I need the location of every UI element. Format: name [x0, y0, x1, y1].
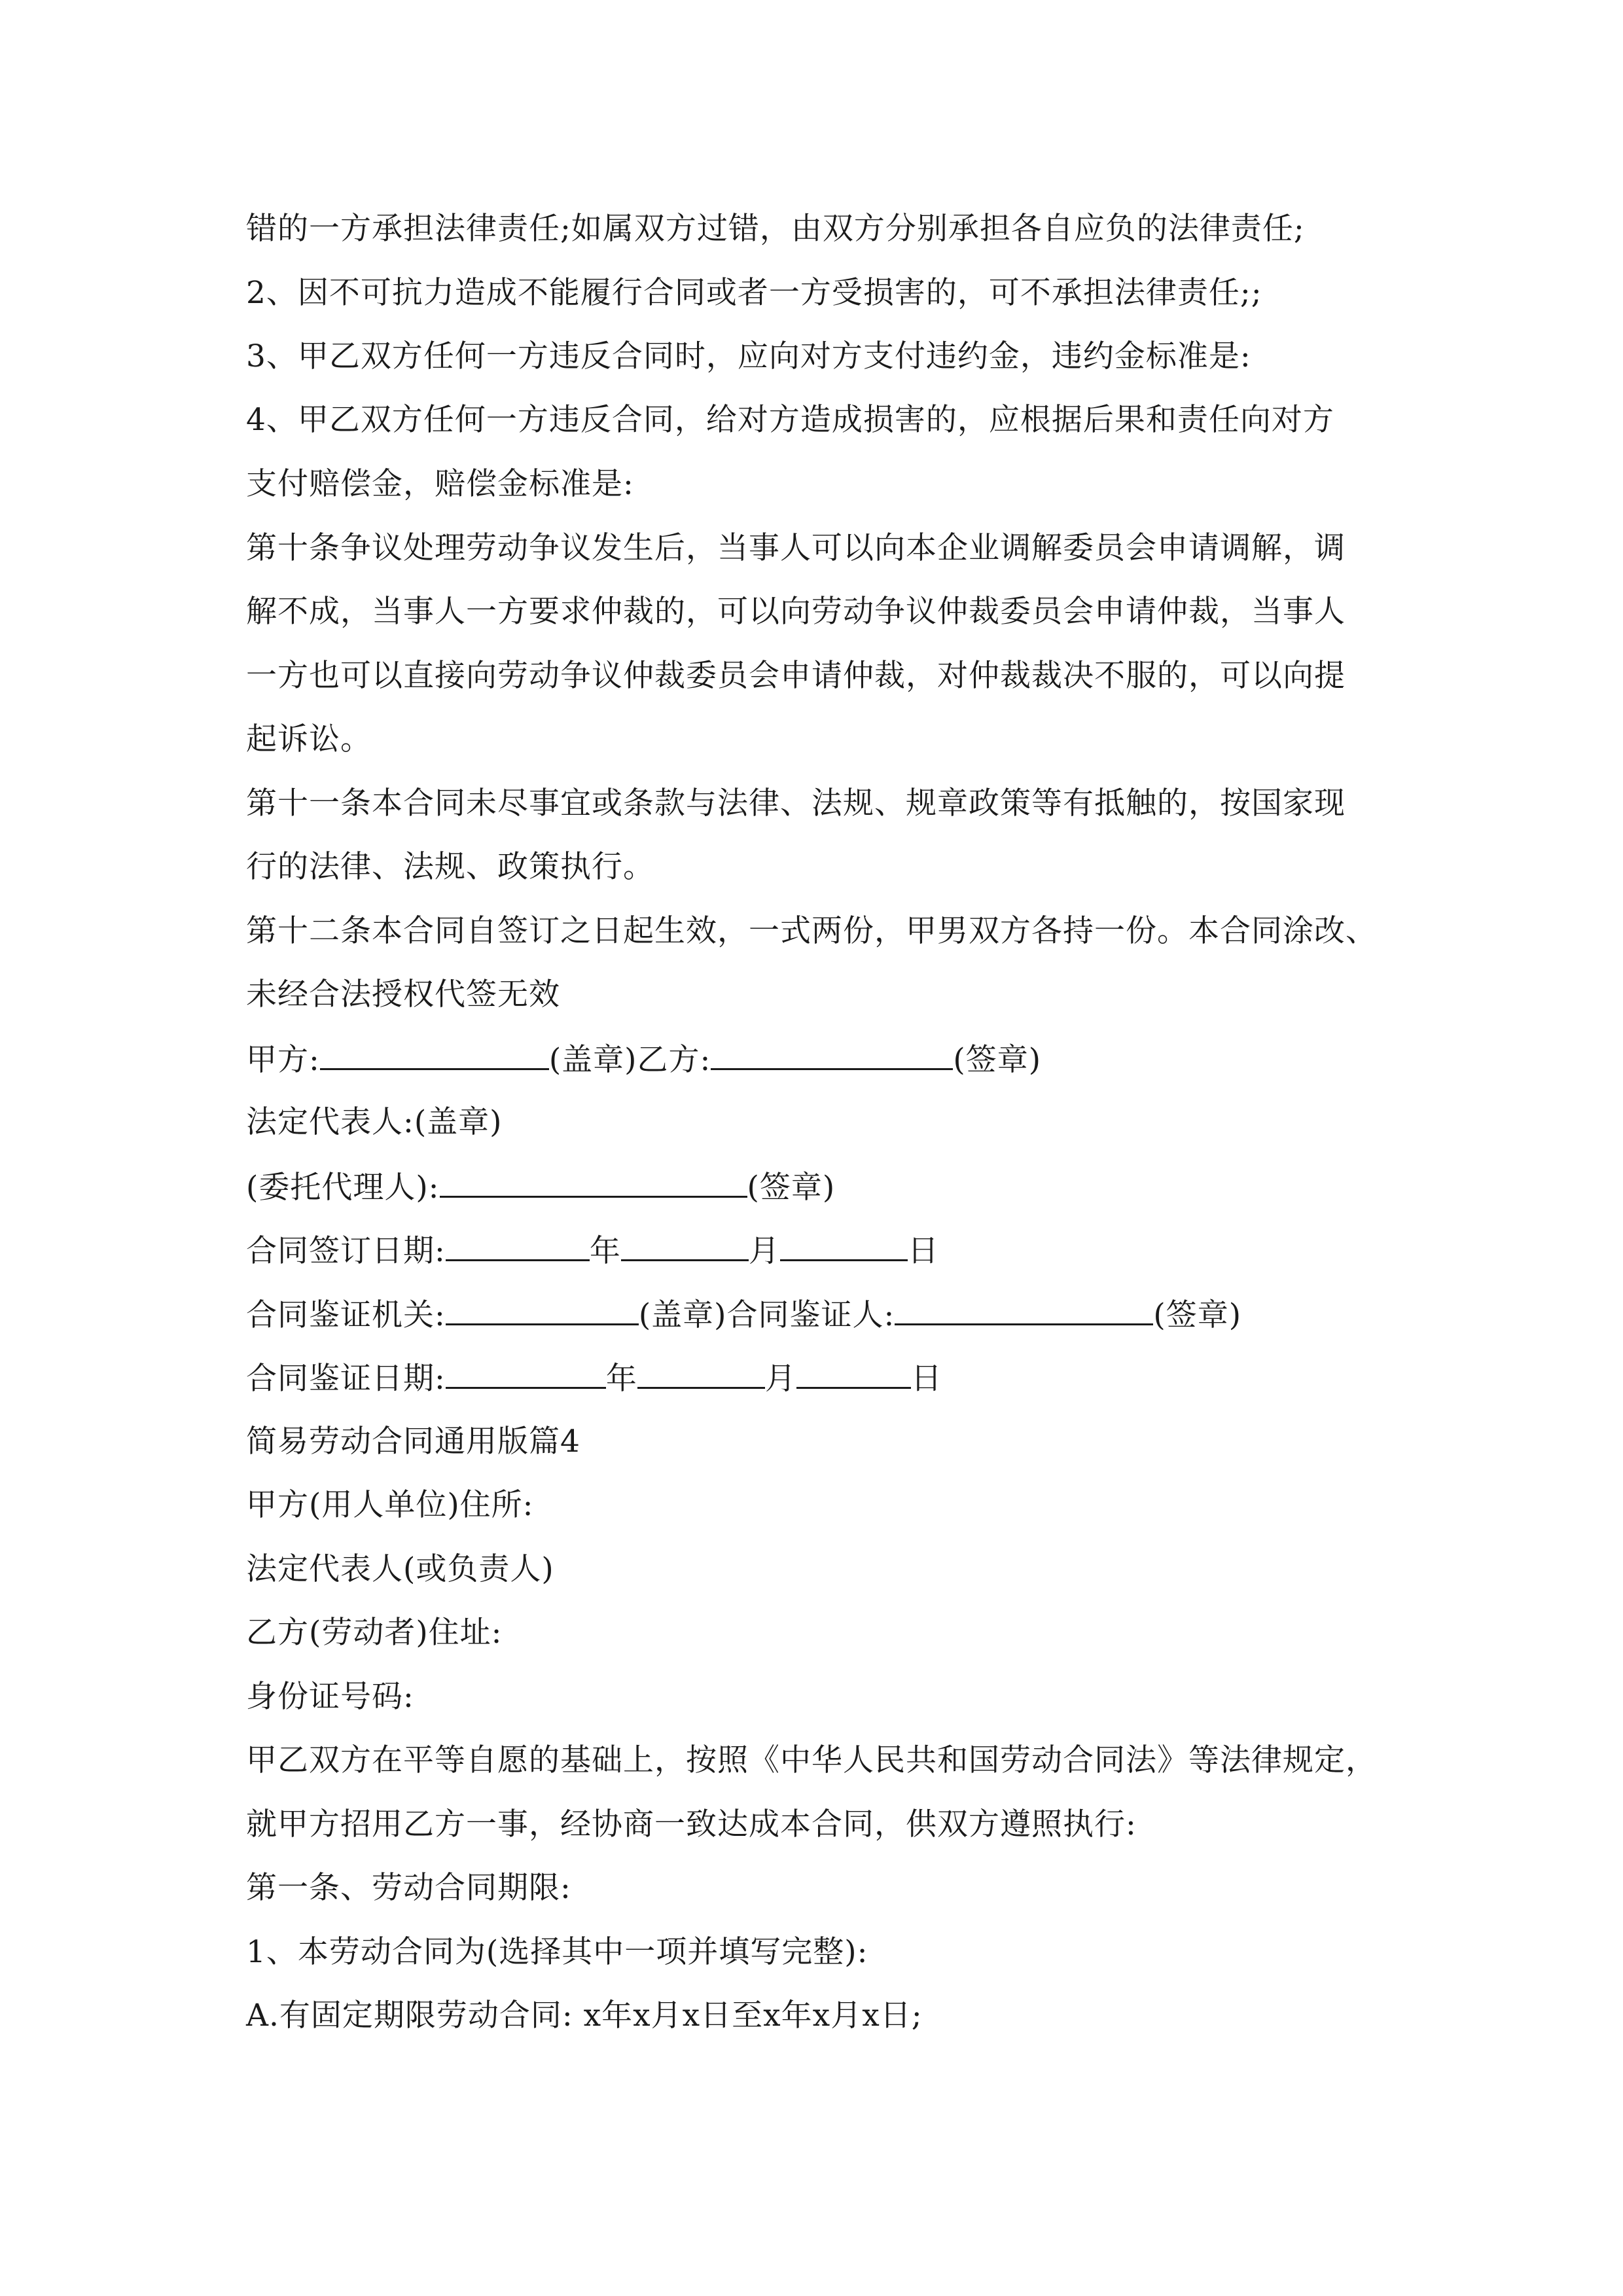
party-b-label: 乙方: — [637, 1042, 711, 1078]
agent-row — [246, 1167, 835, 1206]
party-b-blank — [711, 1039, 953, 1070]
text-line: 第十二条本合同自签订之日起生效，一式两份，甲男双方各持一份。本合同涂改、 — [246, 913, 1377, 949]
sign-date-label: 合同签订日期: — [246, 1233, 446, 1269]
text-line: 错的一方承担法律责任;如属双方过错，由双方分别承担各自应负的法律责任; — [246, 211, 1305, 247]
seal-label: (盖章) — [638, 1297, 727, 1333]
section-heading: 简易劳动合同通用版篇4 — [246, 1424, 580, 1460]
verify-row — [246, 1295, 1241, 1334]
agent-label: (委托代理人): — [246, 1170, 440, 1206]
text-line: 解不成，当事人一方要求仲裁的，可以向劳动争议仲裁委员会申请仲裁，当事人 — [246, 594, 1346, 630]
day-label: 日 — [910, 1361, 942, 1397]
legal-rep-line: 法定代表人:(盖章) — [246, 1104, 503, 1140]
verify-org-label: 合同鉴证机关: — [246, 1297, 446, 1333]
text-line: 第十条争议处理劳动争议发生后，当事人可以向本企业调解委员会申请调解，调 — [246, 530, 1346, 566]
month-label: 月 — [748, 1233, 780, 1269]
text-line: 起诉讼。 — [246, 721, 372, 757]
text-line: 甲乙双方在平等自愿的基础上，按照《中华人民共和国劳动合同法》等法律规定， — [246, 1742, 1377, 1778]
text-line: 就甲方招用乙方一事，经协商一致达成本合同，供双方遵照执行: — [246, 1806, 1137, 1842]
text-line: 一方也可以直接向劳动争议仲裁委员会申请仲裁，对仲裁裁决不服的，可以向提 — [246, 658, 1346, 694]
text-line: 4、甲乙双方任何一方违反合同，给对方造成损害的，应根据后果和责任向对方 — [246, 402, 1334, 438]
party-a-blank — [320, 1039, 549, 1070]
text-line: 3、甲乙双方任何一方违反合同时，应向对方支付违约金，违约金标准是: — [246, 338, 1251, 374]
verifier-label: 合同鉴证人: — [726, 1297, 895, 1333]
year-label: 年 — [589, 1233, 621, 1269]
signature-label: (签章) — [1153, 1297, 1242, 1333]
text-line: 未经合法授权代签无效 — [246, 977, 560, 1013]
text-line: 乙方(劳动者)住址: — [246, 1615, 503, 1651]
text-line: 第十一条本合同未尽事宜或条款与法律、法规、规章政策等有抵触的，按国家现 — [246, 785, 1346, 821]
text-line: 法定代表人(或负责人) — [246, 1551, 554, 1587]
text-line: 第一条、劳动合同期限: — [246, 1870, 571, 1906]
year-label: 年 — [605, 1361, 637, 1397]
month-blank — [621, 1230, 749, 1261]
text-line: 1、本劳动合同为(选择其中一项并填写完整): — [246, 1934, 868, 1970]
verify-date-row — [246, 1358, 942, 1397]
verify-date-label: 合同鉴证日期: — [246, 1361, 446, 1397]
party-signature-row — [246, 1039, 1041, 1079]
month-label: 月 — [764, 1361, 796, 1397]
verify-org-blank — [446, 1295, 639, 1325]
text-line: 身份证号码: — [246, 1679, 414, 1715]
sign-date-row — [246, 1230, 939, 1270]
month-blank — [637, 1358, 765, 1389]
signature-label: (签章) — [953, 1042, 1042, 1078]
text-line: 行的法律、法规、政策执行。 — [246, 849, 654, 885]
text-line: 甲方(用人单位)住所: — [246, 1487, 534, 1523]
verifier-blank — [895, 1295, 1153, 1325]
year-blank — [446, 1230, 590, 1261]
day-label: 日 — [907, 1233, 939, 1269]
agent-blank — [440, 1167, 747, 1198]
party-a-label: 甲方: — [246, 1042, 320, 1078]
day-blank — [796, 1358, 911, 1389]
text-line: 2、因不可抗力造成不能履行合同或者一方受损害的，可不承担法律责任;; — [246, 275, 1262, 311]
seal-label: (盖章) — [548, 1042, 637, 1078]
year-blank — [446, 1358, 606, 1389]
signature-label: (签章) — [747, 1170, 836, 1206]
text-line: 支付赔偿金，赔偿金标准是: — [246, 466, 634, 502]
day-blank — [780, 1230, 908, 1261]
text-line: A.有固定期限劳动合同: x年x月x日至x年x月x日; — [246, 1998, 923, 2034]
